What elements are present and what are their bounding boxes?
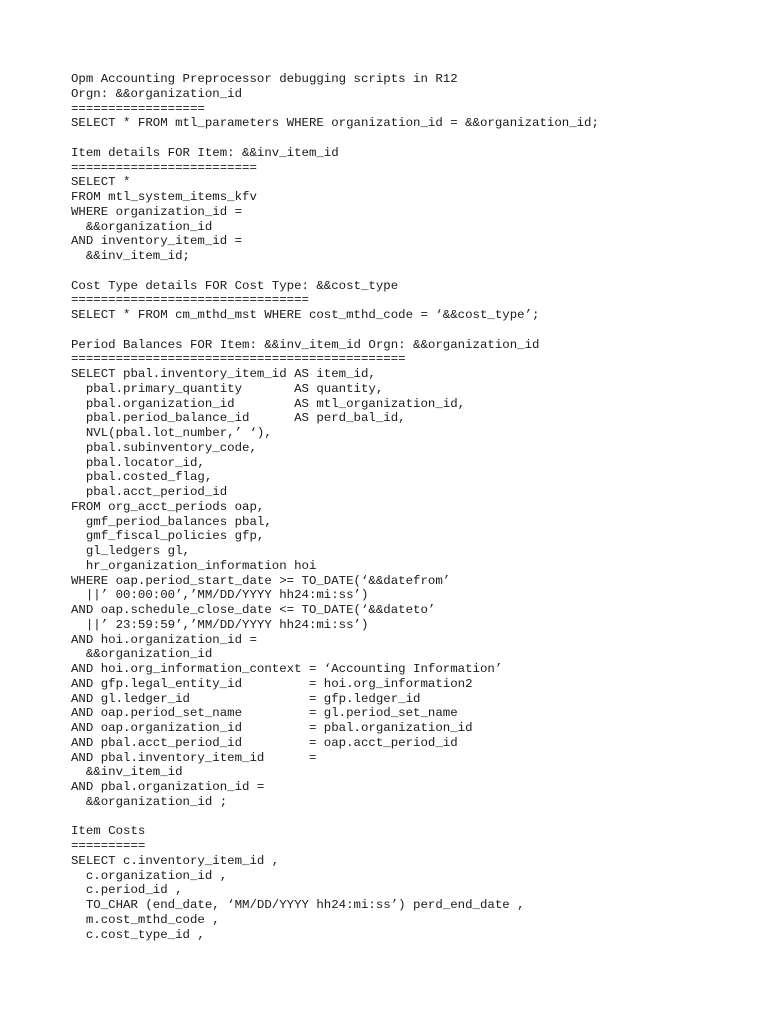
text-line: Item Costs bbox=[71, 824, 146, 839]
text-line: AND pbal.acct_period_id = oap.acct_period_id bbox=[71, 735, 458, 750]
text-line: pbal.acct_period_id bbox=[71, 485, 228, 499]
text-line: SELECT * bbox=[71, 175, 131, 190]
text-line: SELECT * FROM mtl_parameters WHERE organization_id = &&organization_id; bbox=[71, 116, 599, 131]
text-line: pbal.subinventory_code, bbox=[71, 440, 257, 455]
text-line: AND hoi.org_information_context = ‘Accounting Information’ bbox=[71, 662, 503, 676]
text-line: AND pbal.inventory_item_id = bbox=[71, 750, 317, 765]
text-line: Orgn: &&organization_id bbox=[71, 86, 243, 101]
text-line: AND gl.ledger_id = gfp.ledger_id bbox=[71, 691, 421, 706]
text-line: SELECT * FROM cm_mthd_mst WHERE cost_mthd_code = ‘&&cost_type’; bbox=[71, 308, 540, 322]
text-line: AND gfp.legal_entity_id = hoi.org_information2 bbox=[71, 676, 473, 691]
text-line: gmf_period_balances pbal, bbox=[71, 514, 272, 529]
text-line: ================== bbox=[71, 101, 205, 116]
text-line: c.cost_type_id , bbox=[71, 927, 205, 942]
text-line: AND oap.organization_id = pbal.organization_id bbox=[71, 721, 473, 735]
text-line bbox=[71, 810, 751, 825]
text-line: &&inv_item_id; bbox=[71, 249, 190, 263]
text-line: &&organization_id bbox=[71, 647, 213, 662]
text-line: ||’ 23:59:59’,’MM/DD/YYYY hh24:mi:ss’) bbox=[71, 617, 369, 632]
text-line: c.period_id , bbox=[71, 883, 183, 898]
text-line: Period Balances FOR Item: &&inv_item_id Orgn: &&organization_id bbox=[71, 337, 540, 352]
text-line: c.organization_id , bbox=[71, 868, 228, 883]
text-line: pbal.locator_id, bbox=[71, 455, 205, 470]
text-line: WHERE organization_id = bbox=[71, 204, 243, 219]
text-line: ========================= bbox=[71, 160, 257, 175]
text-line: Opm Accounting Preprocessor debugging scripts in R12 bbox=[71, 72, 458, 86]
text-line: Cost Type details FOR Cost Type: &&cost_type bbox=[71, 278, 399, 293]
text-line: AND oap.schedule_close_date <= TO_DATE(‘&&dateto’ bbox=[71, 603, 436, 617]
text-line: FROM mtl_system_items_kfv bbox=[71, 190, 257, 204]
text-line: SELECT c.inventory_item_id , bbox=[71, 853, 280, 868]
text-line: m.cost_mthd_code , bbox=[71, 912, 220, 927]
text-line: pbal.costed_flag, bbox=[71, 470, 213, 485]
text-line bbox=[71, 131, 751, 146]
text-line: AND oap.period_set_name = gl.period_set_name bbox=[71, 706, 458, 721]
text-line: pbal.primary_quantity AS quantity, bbox=[71, 381, 384, 396]
text-line: SELECT pbal.inventory_item_id AS item_id, bbox=[71, 367, 376, 381]
text-line: &&organization_id ; bbox=[71, 794, 228, 809]
text-line: WHERE oap.period_start_date >= TO_DATE(‘&&datefrom’ bbox=[71, 573, 451, 588]
text-line bbox=[71, 323, 751, 338]
text-line bbox=[71, 264, 751, 279]
text-line: ||’ 00:00:00’,’MM/DD/YYYY hh24:mi:ss’) bbox=[71, 588, 369, 603]
text-line: ========== bbox=[71, 839, 146, 853]
sql-script-text bbox=[71, 72, 751, 942]
text-line: NVL(pbal.lot_number,’ ‘), bbox=[71, 426, 272, 440]
text-line: hr_organization_information hoi bbox=[71, 558, 317, 573]
text-line: TO_CHAR (end_date, ‘MM/DD/YYYY hh24:mi:ss’) perd_end_date , bbox=[71, 898, 525, 912]
text-line: &&inv_item_id bbox=[71, 765, 183, 780]
text-line: gl_ledgers gl, bbox=[71, 544, 190, 558]
text-line: AND inventory_item_id = bbox=[71, 234, 243, 249]
text-line: gmf_fiscal_policies gfp, bbox=[71, 529, 265, 544]
text-line: ================================ bbox=[71, 293, 309, 308]
text-line: pbal.organization_id AS mtl_organization_id, bbox=[71, 396, 466, 411]
text-line: pbal.period_balance_id AS perd_bal_id, bbox=[71, 411, 406, 426]
text-line: AND pbal.organization_id = bbox=[71, 780, 265, 794]
text-line: FROM org_acct_periods oap, bbox=[71, 499, 265, 514]
text-line: Item details FOR Item: &&inv_item_id bbox=[71, 145, 339, 160]
text-line: AND hoi.organization_id = bbox=[71, 632, 257, 647]
text-line: &&organization_id bbox=[71, 219, 213, 234]
text-line: ============================================= bbox=[71, 352, 406, 367]
